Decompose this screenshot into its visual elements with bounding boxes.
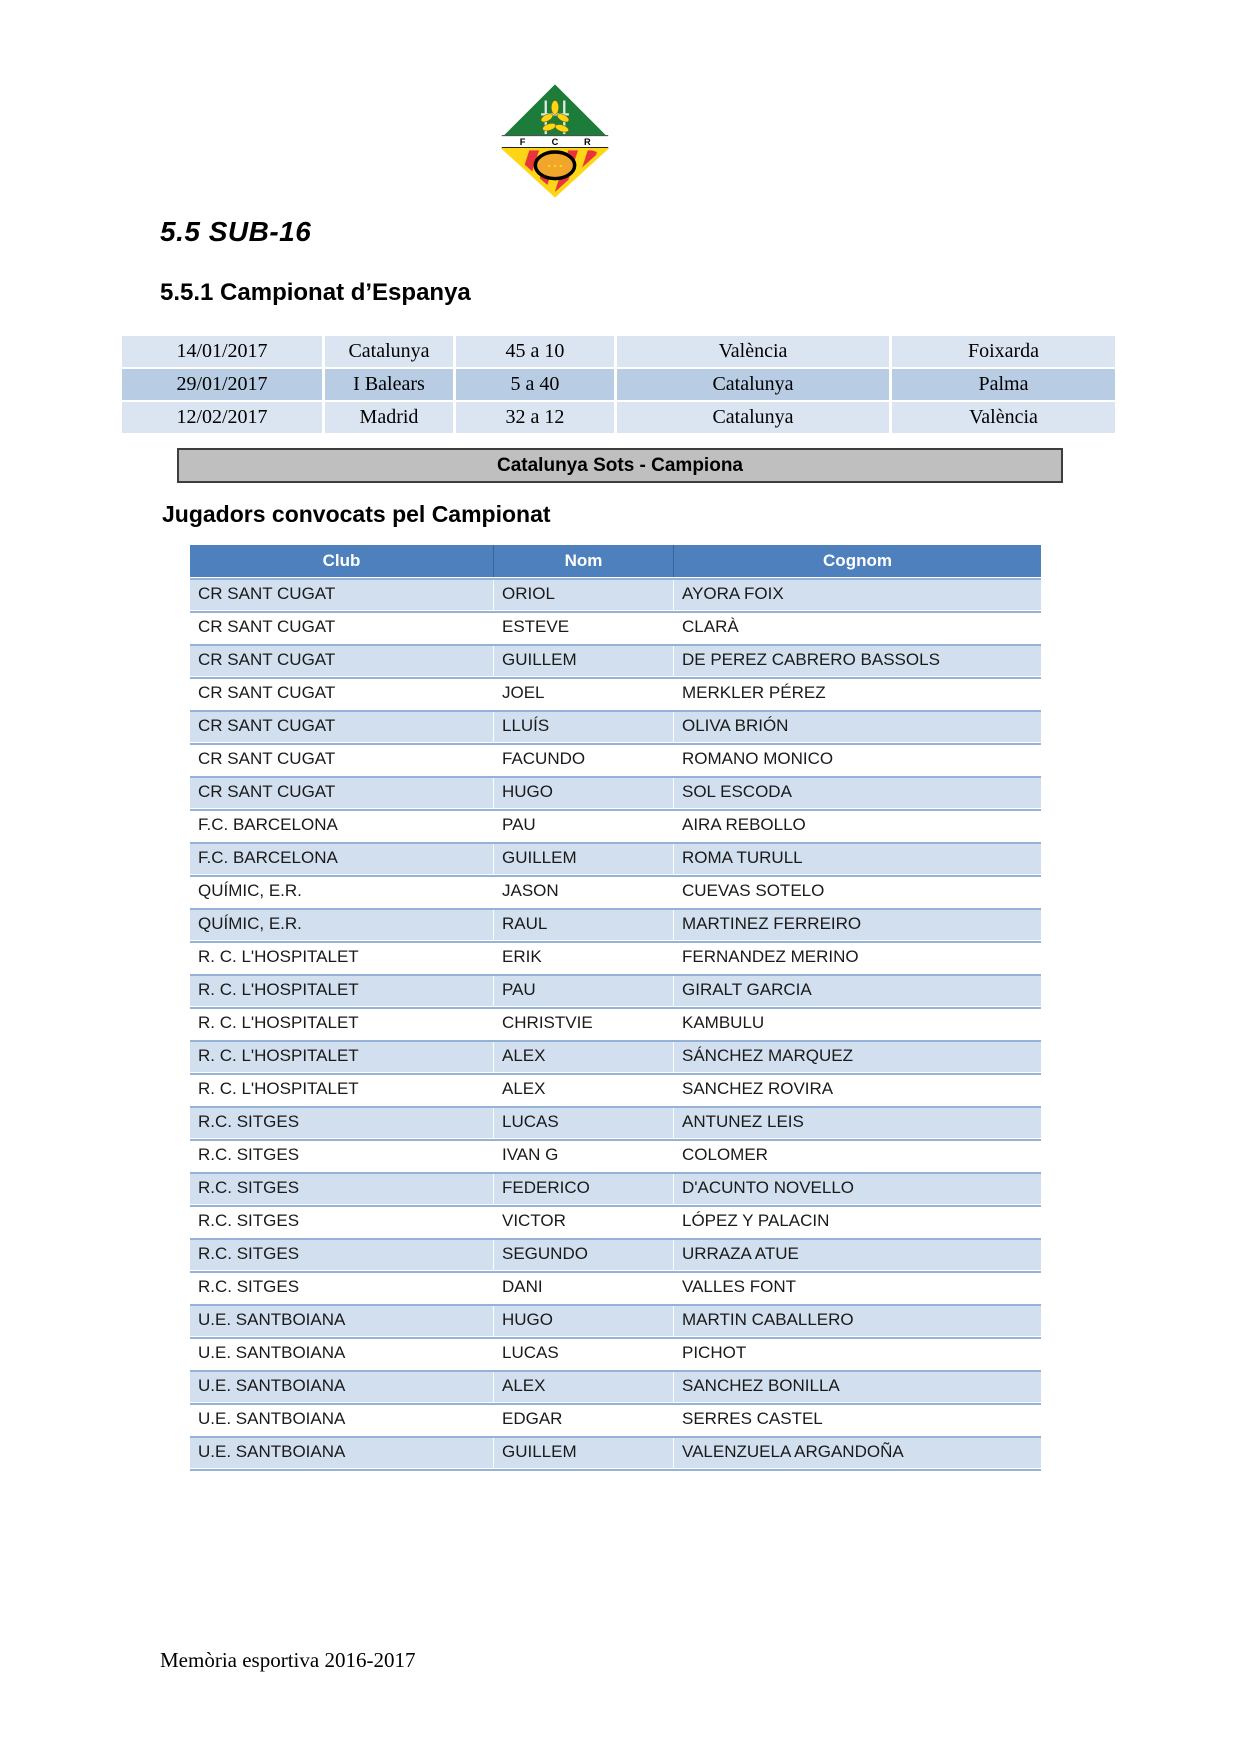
player-cell: VICTOR xyxy=(493,1207,673,1237)
player-cell: JOEL xyxy=(493,679,673,709)
results-cell: Catalunya xyxy=(325,336,453,367)
section-title: 5.5 SUB-16 xyxy=(160,216,312,247)
player-cell: DE PEREZ CABRERO BASSOLS xyxy=(673,646,1041,676)
player-cell: AIRA REBOLLO xyxy=(673,811,1041,841)
results-cell: 12/02/2017 xyxy=(122,402,322,433)
results-cell: 29/01/2017 xyxy=(122,369,322,400)
player-cell: FEDERICO xyxy=(493,1174,673,1204)
player-cell: ESTEVE xyxy=(493,613,673,643)
player-cell: F.C. BARCELONA xyxy=(198,848,338,867)
results-cell: 32 a 12 xyxy=(456,402,614,433)
player-cell: ORIOL xyxy=(493,580,673,610)
player-row xyxy=(190,776,1041,808)
column-header-nom: Nom xyxy=(493,545,673,577)
player-row xyxy=(190,710,1041,742)
column-header-club: Club xyxy=(322,551,361,570)
player-cell: SANCHEZ BONILLA xyxy=(673,1372,1041,1402)
players-table xyxy=(190,545,1041,1471)
player-row xyxy=(190,1238,1041,1270)
player-row xyxy=(190,842,1041,874)
player-cell: ROMA TURULL xyxy=(673,844,1041,874)
player-cell: LÓPEZ Y PALACIN xyxy=(673,1207,1041,1237)
results-cell: Catalunya xyxy=(617,369,889,400)
player-cell: R.C. SITGES xyxy=(198,1145,300,1164)
player-cell: FERNANDEZ MERINO xyxy=(673,943,1041,973)
player-cell: SÁNCHEZ MARQUEZ xyxy=(673,1042,1041,1072)
player-cell: VALLES FONT xyxy=(673,1273,1041,1303)
player-cell: U.E. SANTBOIANA xyxy=(198,1442,346,1461)
player-row xyxy=(190,1172,1041,1204)
player-row xyxy=(190,1271,1041,1303)
player-cell: RAUL xyxy=(493,910,673,940)
player-cell: COLOMER xyxy=(673,1141,1041,1171)
results-cell: 5 a 40 xyxy=(456,369,614,400)
player-cell: R.C. SITGES xyxy=(198,1178,300,1197)
player-row xyxy=(190,974,1041,1006)
player-cell: DANI xyxy=(493,1273,673,1303)
player-row xyxy=(190,743,1041,775)
player-cell: D'ACUNTO NOVELLO xyxy=(673,1174,1041,1204)
players-table-header xyxy=(190,545,1041,577)
player-cell: R. C. L'HOSPITALET xyxy=(198,947,359,966)
logo-letter-c: C xyxy=(551,137,559,148)
player-row xyxy=(190,611,1041,643)
player-cell: GUILLEM xyxy=(493,646,673,676)
results-cell: València xyxy=(892,402,1115,433)
player-cell: ALEX xyxy=(493,1075,673,1105)
player-cell: U.E. SANTBOIANA xyxy=(198,1376,346,1395)
player-row xyxy=(190,1403,1041,1435)
results-cell: Foixarda xyxy=(892,336,1115,367)
player-cell: SEGUNDO xyxy=(493,1240,673,1270)
players-heading: Jugadors convocats pel Campionat xyxy=(162,501,551,527)
player-cell: CR SANT CUGAT xyxy=(198,617,336,636)
player-cell: R. C. L'HOSPITALET xyxy=(198,1079,359,1098)
column-header-cognom: Cognom xyxy=(673,545,1041,577)
player-cell: OLIVA BRIÓN xyxy=(673,712,1041,742)
player-cell: LLUÍS xyxy=(493,712,673,742)
results-cell: València xyxy=(617,336,889,367)
player-cell: CUEVAS SOTELO xyxy=(673,877,1041,907)
player-cell: KAMBULU xyxy=(673,1009,1041,1039)
player-cell: GUILLEM xyxy=(493,1438,673,1468)
player-cell: U.E. SANTBOIANA xyxy=(198,1343,346,1362)
player-cell: GIRALT GARCIA xyxy=(673,976,1041,1006)
subsection-title: 5.5.1 Campionat d’Espanya xyxy=(160,279,471,306)
player-cell: FACUNDO xyxy=(493,745,673,775)
results-cell: Madrid xyxy=(325,402,453,433)
players-table-bottom-border xyxy=(190,1469,1041,1471)
player-cell: HUGO xyxy=(493,1306,673,1336)
player-cell: SERRES CASTEL xyxy=(673,1405,1041,1435)
rugby-ball-icon xyxy=(535,152,574,179)
champion-banner-label: Catalunya Sots - Campiona xyxy=(497,455,743,476)
logo-letter-r: R xyxy=(584,137,591,148)
player-cell: QUÍMIC, E.R. xyxy=(198,881,302,900)
player-cell: SANCHEZ ROVIRA xyxy=(673,1075,1041,1105)
player-cell: R.C. SITGES xyxy=(198,1277,300,1296)
player-cell: GUILLEM xyxy=(493,844,673,874)
player-cell: CR SANT CUGAT xyxy=(198,749,336,768)
player-cell: ALEX xyxy=(493,1372,673,1402)
player-cell: SOL ESCODA xyxy=(673,778,1041,808)
player-cell: CLARÀ xyxy=(673,613,1041,643)
player-cell: PICHOT xyxy=(673,1339,1041,1369)
player-row xyxy=(190,677,1041,709)
player-cell: R.C. SITGES xyxy=(198,1112,300,1131)
player-row xyxy=(190,809,1041,841)
player-row xyxy=(190,941,1041,973)
player-row xyxy=(190,1436,1041,1468)
results-cell: I Balears xyxy=(325,369,453,400)
player-cell: U.E. SANTBOIANA xyxy=(198,1409,346,1428)
player-cell: R. C. L'HOSPITALET xyxy=(198,1013,359,1032)
players-table-body xyxy=(190,578,1041,1468)
player-row xyxy=(190,1007,1041,1039)
player-row xyxy=(190,578,1041,610)
player-cell: HUGO xyxy=(493,778,673,808)
player-cell: PAU xyxy=(493,811,673,841)
player-cell: MERKLER PÉREZ xyxy=(673,679,1041,709)
results-table xyxy=(122,336,1115,433)
results-cell: 14/01/2017 xyxy=(122,336,322,367)
player-cell: LUCAS xyxy=(493,1339,673,1369)
player-cell: ALEX xyxy=(493,1042,673,1072)
player-cell: MARTIN CABALLERO xyxy=(673,1306,1041,1336)
player-cell: R.C. SITGES xyxy=(198,1211,300,1230)
player-cell: CR SANT CUGAT xyxy=(198,584,336,603)
player-cell: R. C. L'HOSPITALET xyxy=(198,980,359,999)
logo-letter-f: F xyxy=(519,137,526,148)
player-row xyxy=(190,1205,1041,1237)
player-cell: ANTUNEZ LEIS xyxy=(673,1108,1041,1138)
results-cell: Palma xyxy=(892,369,1115,400)
player-cell: EDGAR xyxy=(493,1405,673,1435)
player-cell: CR SANT CUGAT xyxy=(198,650,336,669)
fcr-logo-graphic xyxy=(497,82,613,200)
player-row xyxy=(190,875,1041,907)
player-cell: MARTINEZ FERREIRO xyxy=(673,910,1041,940)
player-row xyxy=(190,1073,1041,1105)
player-cell: R.C. SITGES xyxy=(198,1244,300,1263)
results-cell: Catalunya xyxy=(617,402,889,433)
player-row xyxy=(190,908,1041,940)
player-cell: CR SANT CUGAT xyxy=(198,782,336,801)
player-cell: CR SANT CUGAT xyxy=(198,683,336,702)
player-cell: AYORA FOIX xyxy=(673,580,1041,610)
player-cell: QUÍMIC, E.R. xyxy=(198,914,302,933)
fcr-logo xyxy=(497,82,613,200)
player-row xyxy=(190,1337,1041,1369)
player-row xyxy=(190,1304,1041,1336)
footer-text: Memòria esportiva 2016-2017 xyxy=(160,1648,416,1672)
player-cell: F.C. BARCELONA xyxy=(198,815,338,834)
player-cell: IVAN G xyxy=(493,1141,673,1171)
player-cell: ROMANO MONICO xyxy=(673,745,1041,775)
player-cell: VALENZUELA ARGANDOÑA xyxy=(673,1438,1041,1468)
player-row xyxy=(190,1139,1041,1171)
player-cell: ERIK xyxy=(493,943,673,973)
player-row xyxy=(190,644,1041,676)
player-cell: JASON xyxy=(493,877,673,907)
player-cell: CHRISTVIE xyxy=(493,1009,673,1039)
player-cell: LUCAS xyxy=(493,1108,673,1138)
player-cell: R. C. L'HOSPITALET xyxy=(198,1046,359,1065)
player-cell: URRAZA ATUE xyxy=(673,1240,1041,1270)
champion-banner xyxy=(177,448,1063,483)
player-row xyxy=(190,1106,1041,1138)
results-cell: 45 a 10 xyxy=(456,336,614,367)
player-row xyxy=(190,1040,1041,1072)
player-row xyxy=(190,1370,1041,1402)
player-cell: PAU xyxy=(493,976,673,1006)
player-cell: U.E. SANTBOIANA xyxy=(198,1310,346,1329)
player-cell: CR SANT CUGAT xyxy=(198,716,336,735)
